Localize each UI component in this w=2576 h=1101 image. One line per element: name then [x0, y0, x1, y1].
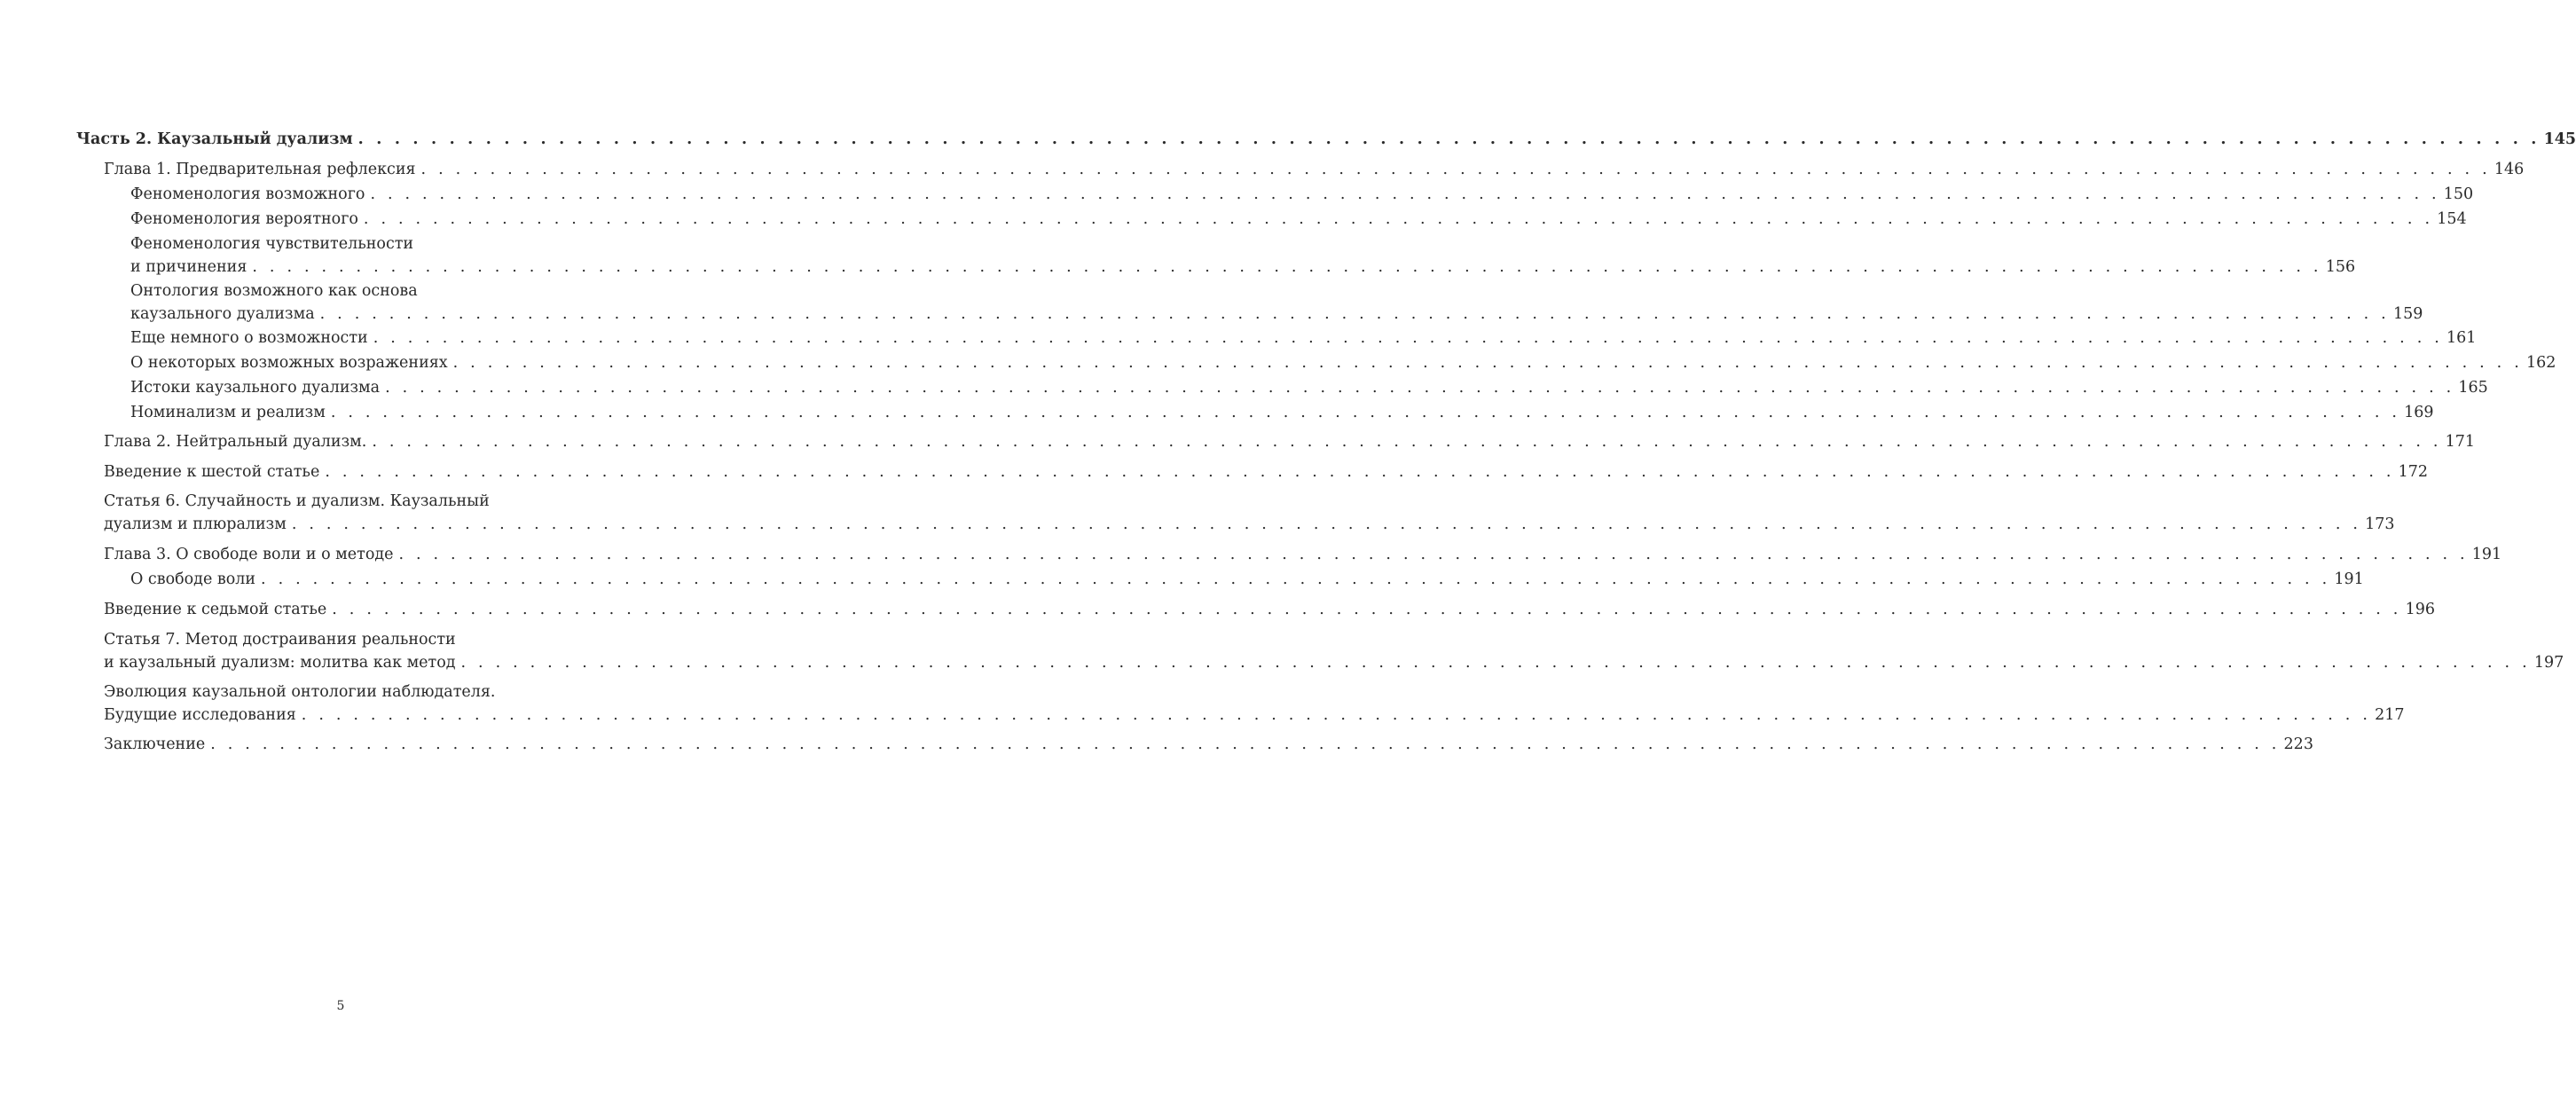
toc-entry-last-line: [104, 733, 2313, 756]
toc-entry: [130, 208, 2467, 231]
toc-entry: [130, 351, 2556, 374]
toc-entry: [130, 183, 2474, 206]
toc-entry: [104, 628, 2564, 674]
toc-entry-last-line: [130, 303, 2423, 326]
toc-entry: [104, 430, 2476, 453]
page-number: 5: [336, 999, 345, 1013]
toc-entry-last-line: [104, 651, 2564, 674]
toc-entry-title: дуализм и плюрализм: [104, 515, 287, 533]
dot-leader: . . . . . . . . . . . . . . . . . . . . . . . . . . . . . . . . . . . . . . . . . . . . . . . . . . . . . . . . . . . . . . . . . . . . . . . . . . . . . . . . . . . . . . . . . . . . . . . . . . . . . . . . . . . . . . . . . . . . . . . .: [373, 329, 2443, 347]
toc-entry-title: Феноменология возможного: [130, 185, 365, 203]
toc-entry-title-line: Статья 6. Случайность и дуализм. Каузальный: [104, 492, 490, 510]
toc-entry-last-line: [130, 401, 2434, 424]
toc-entry-last-line: [130, 256, 2356, 279]
toc-page-number: 145: [2543, 130, 2576, 148]
toc-entry-title: О некоторых возможных возражениях: [130, 354, 448, 372]
toc-entry-last-line: [104, 430, 2476, 453]
toc-entry-last-line: [130, 376, 2488, 399]
toc-entry-title: Глава 3. О свободе воли и о методе: [104, 546, 394, 563]
toc-entry: [104, 460, 2429, 484]
toc-page-number: 165: [2458, 379, 2488, 397]
toc-page-number: 197: [2533, 654, 2564, 672]
toc-page-number: 191: [2471, 546, 2502, 563]
dot-leader: . . . . . . . . . . . . . . . . . . . . . . . . . . . . . . . . . . . . . . . . . . . . . . . . . . . . . . . . . . . . . . . . . . . . . . . . . . . . . . . . . . . . . . . . . . . . . . . . . . . . . . . . . . . . . . . . . . . . . . . .: [252, 258, 2322, 276]
toc-entry-title: Часть 2. Каузальный дуализм: [76, 130, 353, 148]
toc-page-number: 172: [2398, 463, 2429, 481]
toc-entry: [130, 326, 2477, 350]
toc-entry-title: Еще немного о возможности: [130, 329, 368, 347]
toc-entry-title: Истоки каузального дуализма: [130, 379, 381, 397]
toc-entry-title-line: Эволюция каузальной онтологии наблюдателя.: [104, 683, 496, 701]
toc-entry-title: Глава 1. Предварительная рефлексия: [104, 161, 416, 178]
toc-entry-last-line: [104, 704, 2405, 727]
toc-entry-title: и причинения: [130, 258, 247, 276]
toc-entry: [130, 401, 2434, 424]
toc-entry-last-line: [104, 158, 2525, 181]
toc-page-number: 156: [2325, 258, 2356, 276]
toc-entry-title: О свободе воли: [130, 570, 256, 588]
toc-page-number: 161: [2446, 329, 2477, 347]
toc-entry-title-line: Статья 7. Метод достраивания реальности: [104, 631, 456, 649]
toc-entry: [104, 680, 2405, 727]
toc-entry-last-line: [104, 543, 2502, 566]
toc-page-number: 150: [2443, 185, 2474, 203]
toc-entry: [130, 568, 2364, 591]
toc-entry-title: Глава 2. Нейтральный дуализм.: [104, 433, 367, 451]
dot-leader: . . . . . . . . . . . . . . . . . . . . . . . . . . . . . . . . . . . . . . . . . . . . . . . . . . . . . . . . . . . . . . . . . . . . . . . . . . . . . . . . . . . . . . . . . . . . . . . . . . . . . . . . . . . . . . . . . . . . . . . .: [370, 185, 2440, 203]
toc-page-number: 191: [2334, 570, 2364, 588]
toc-entry-title: Введение к шестой статье: [104, 463, 320, 481]
dot-leader: . . . . . . . . . . . . . . . . . . . . . . . . . . . . . . . . . . . . . . . . . . . . . . . . . . . . . . . . . . . . . . . . . . . . . . . . . . . . . . . . . . . . . . . . . . . . . . . . . . . . . . . . . . . . . . . . . . . . . . . .: [452, 354, 2523, 372]
toc-page-number: 169: [2404, 404, 2434, 421]
dot-leader: . . . . . . . . . . . . . . . . . . . . . . . . . . . . . . . . . . . . . . . . . . . . . . . . . . . . . . . . . . . . . . . . . . . . . . . . . . . . . . . . . . . . . . . . . . . . . . . . . . . . . . . . . . . . . . . . . . . . . . . .: [319, 305, 2390, 323]
toc-entry-last-line: [104, 598, 2435, 621]
toc-entry: [104, 490, 2395, 536]
toc-entry-title: Номинализм и реализм: [130, 404, 326, 421]
dot-leader: . . . . . . . . . . . . . . . . . . . . . . . . . . . . . . . . . . . . . . . . . . . . . . . . . . . . . . . . . . . . . . . . . . . . . . . . . . . . . . . . . . . . . . . . . . . . . . . . . . . . . . . . . . . . . . . . . . . . . . . .: [363, 210, 2434, 228]
toc-page-number: 159: [2392, 305, 2423, 323]
toc-entry-title: и каузальный дуализм: молитва как метод: [104, 654, 456, 672]
toc-entry-title-line: Феноменология чувствительности: [130, 235, 414, 253]
toc-entry-last-line: [130, 183, 2474, 206]
toc-entry: [130, 376, 2488, 399]
toc-entry: [130, 232, 2356, 279]
toc-entry-title: Феноменология вероятного: [130, 210, 358, 228]
dot-leader: . . . . . . . . . . . . . . . . . . . . . . . . . . . . . . . . . . . . . . . . . . . . . . . . . . . . . . . . . . . . . . . . . . . . . . . . . . . . . . . . . . . . . . . . . . . . . . . . . . . . . . . . . . . . . . . . . . . . . . . .: [330, 404, 2401, 421]
toc-page-number: 146: [2494, 161, 2525, 178]
dot-leader: . . . . . . . . . . . . . . . . . . . . . . . . . . . . . . . . . . . . . . . . . . . . . . . . . . . . . . . . . . . . . . . . . . . . . . . . . . . . . . . . . . . . . . . . . . . . . . . . . . . . . . . . . . . . . . . . . . . . . . . .: [210, 735, 2281, 753]
toc-page-number: 217: [2375, 706, 2405, 724]
toc-page-number: 162: [2525, 354, 2556, 372]
dot-leader: . . . . . . . . . . . . . . . . . . . . . . . . . . . . . . . . . . . . . . . . . . . . . . . . . . . . . . . . . . . . . . . . . . . . . . . . . . . . . . . . . . . . . . . . . . . . . . . . . . . . . . . . . . . . . . . . . . . . . . . .: [332, 601, 2402, 618]
toc-entry: [130, 279, 2423, 326]
dot-leader: . . . . . . . . . . . . . . . . . . . . . . . . . . . . . . . . . . . . . . . . . . . . . . . . . . . . . . . . . . . . . . . . . . . . . . . . . . . . . . . . . . . . . . . . . . . . . . . . . . . . . . . . . . . . . . . . . . . . . . . .: [301, 706, 2372, 724]
toc-entry-last-line: [130, 208, 2467, 231]
dot-leader: . . . . . . . . . . . . . . . . . . . . . . . . . . . . . . . . . . . . . . . . . . . . . . . . . . . . . . . . . . . . . . . . . . . . . . . . . . . . . . . . . . . . . . . . . . . . . . . . . . . . . . . . . . . . . . . . . . . . . . . .: [385, 379, 2455, 397]
dot-leader: . . . . . . . . . . . . . . . . . . . . . . . . . . . . . . . . . . . . . . . . . . . . . . . . . . . . . . . . . . . . . . . . . . . . . . . . . . . . . . . . . . . . . . . . . . . . . . . . . . . . . . . . . . . . . . . . . . . . . . . .: [357, 130, 2541, 148]
toc-page-number: 173: [2365, 515, 2395, 533]
toc-entry: [104, 733, 2313, 756]
dot-leader: . . . . . . . . . . . . . . . . . . . . . . . . . . . . . . . . . . . . . . . . . . . . . . . . . . . . . . . . . . . . . . . . . . . . . . . . . . . . . . . . . . . . . . . . . . . . . . . . . . . . . . . . . . . . . . . . . . . . . . . .: [261, 570, 2331, 588]
toc-page-number: 154: [2437, 210, 2467, 228]
toc-entry: [76, 128, 2576, 151]
toc-entry-last-line: [104, 513, 2395, 536]
toc-entry-last-line: [130, 568, 2364, 591]
toc-entry-last-line: [130, 326, 2477, 350]
toc-entry-last-line: [130, 351, 2556, 374]
dot-leader: . . . . . . . . . . . . . . . . . . . . . . . . . . . . . . . . . . . . . . . . . . . . . . . . . . . . . . . . . . . . . . . . . . . . . . . . . . . . . . . . . . . . . . . . . . . . . . . . . . . . . . . . . . . . . . . . . . . . . . . .: [291, 515, 2362, 533]
toc-entry: [104, 598, 2435, 621]
toc-entry-title: Будущие исследования: [104, 706, 296, 724]
toc-entry-title-line: Онтология возможного как основа: [130, 282, 418, 300]
dot-leader: . . . . . . . . . . . . . . . . . . . . . . . . . . . . . . . . . . . . . . . . . . . . . . . . . . . . . . . . . . . . . . . . . . . . . . . . . . . . . . . . . . . . . . . . . . . . . . . . . . . . . . . . . . . . . . . . . . . . . . . .: [398, 546, 2469, 563]
dot-leader: . . . . . . . . . . . . . . . . . . . . . . . . . . . . . . . . . . . . . . . . . . . . . . . . . . . . . . . . . . . . . . . . . . . . . . . . . . . . . . . . . . . . . . . . . . . . . . . . . . . . . . . . . . . . . . . . . . . . . . . .: [460, 654, 2531, 672]
toc-entry: [104, 158, 2525, 181]
dot-leader: . . . . . . . . . . . . . . . . . . . . . . . . . . . . . . . . . . . . . . . . . . . . . . . . . . . . . . . . . . . . . . . . . . . . . . . . . . . . . . . . . . . . . . . . . . . . . . . . . . . . . . . . . . . . . . . . . . . . . . . .: [420, 161, 2491, 178]
toc-entry-title: каузального дуализма: [130, 305, 315, 323]
toc-entry-title: Заключение: [104, 735, 206, 753]
toc-page-number: 223: [2283, 735, 2313, 753]
toc-entry-last-line: [76, 128, 2576, 151]
dot-leader: . . . . . . . . . . . . . . . . . . . . . . . . . . . . . . . . . . . . . . . . . . . . . . . . . . . . . . . . . . . . . . . . . . . . . . . . . . . . . . . . . . . . . . . . . . . . . . . . . . . . . . . . . . . . . . . . . . . . . . . .: [372, 433, 2442, 451]
toc-page-number: 196: [2405, 601, 2435, 618]
toc-entry: [104, 543, 2502, 566]
toc-page-number: 171: [2445, 433, 2476, 451]
dot-leader: . . . . . . . . . . . . . . . . . . . . . . . . . . . . . . . . . . . . . . . . . . . . . . . . . . . . . . . . . . . . . . . . . . . . . . . . . . . . . . . . . . . . . . . . . . . . . . . . . . . . . . . . . . . . . . . . . . . . . . . .: [325, 463, 2395, 481]
toc-entry-title: Введение к седьмой статье: [104, 601, 327, 618]
toc-entry-last-line: [104, 460, 2429, 484]
